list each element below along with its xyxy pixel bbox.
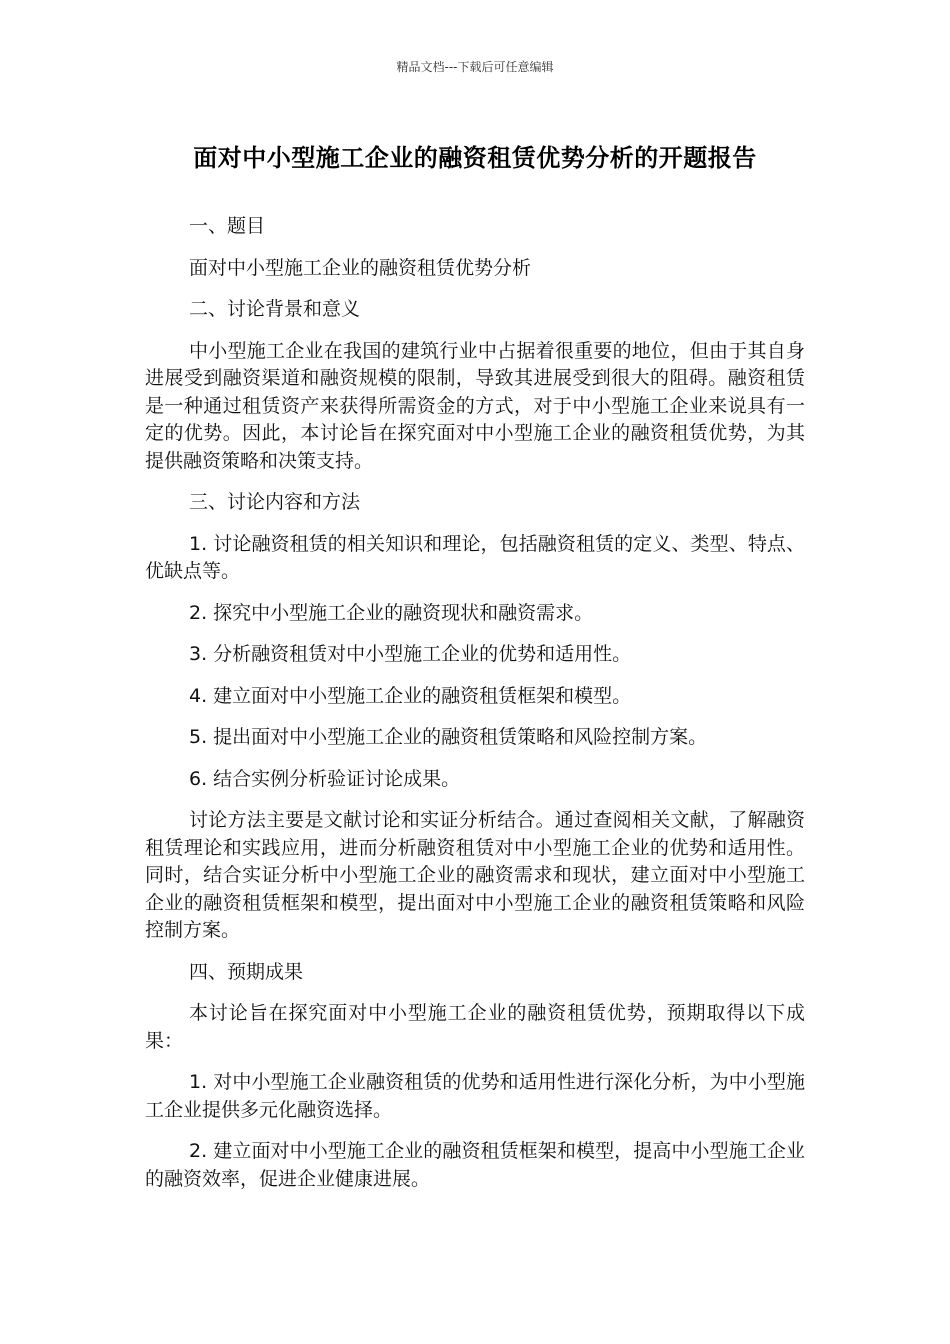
expected-result-item-1: 1. 对中小型施工企业融资租赁的优势和适用性进行深化分析，为中小型施工企业提供多元化融资选择。 bbox=[145, 1071, 805, 1121]
section-heading-expected-results: 四、预期成果 bbox=[189, 960, 304, 983]
content-item-4: 4. 建立面对中小型施工企业的融资租赁框架和模型。 bbox=[189, 684, 632, 707]
expected-result-item-2: 2. 建立面对中小型施工企业的融资租赁框架和模型，提高中小型施工企业的融资效率，促进企业健康进展。 bbox=[145, 1140, 805, 1190]
content-item-6: 6. 结合实例分析验证讨论成果。 bbox=[189, 767, 461, 790]
topic-text: 面对中小型施工企业的融资租赁优势分析 bbox=[189, 256, 532, 279]
content-item-5: 5. 提出面对中小型施工企业的融资租赁策略和风险控制方案。 bbox=[189, 726, 708, 748]
section-heading-background: 二、讨论背景和意义 bbox=[189, 298, 361, 320]
document-title: 面对中小型施工企业的融资租赁优势分析的开题报告 bbox=[193, 144, 757, 172]
method-paragraph: 讨论方法主要是文献讨论和实证分析结合。通过查阅相关文献，了解融资租赁理论和实践应用，进而分析融资租赁对中小型施工企业的优势和适用性。同时，结合实证分析中小型施工企业的融资需求和现状，建立面对中小型施工企业的融资租赁框架和模型，提出面对中小型施工企业的融资租赁策略和风险控制方案。 bbox=[145, 809, 805, 941]
content-item-1: 1. 讨论融资租赁的相关知识和理论，包括融资租赁的定义、类型、特点、优缺点等。 bbox=[145, 532, 805, 582]
content-item-2: 2. 探究中小型施工企业的融资现状和融资需求。 bbox=[189, 601, 594, 624]
content-item-3: 3. 分析融资租赁对中小型施工企业的优势和适用性。 bbox=[189, 643, 632, 665]
section-heading-content-method: 三、讨论内容和方法 bbox=[189, 491, 361, 513]
page-header: 精品文档---下载后可任意编辑 bbox=[396, 60, 554, 74]
expected-results-intro: 本讨论旨在探究面对中小型施工企业的融资租赁优势，预期取得以下成果： bbox=[145, 1002, 805, 1052]
document-body bbox=[145, 213, 805, 1207]
background-paragraph: 中小型施工企业在我国的建筑行业中占据着很重要的地位，但由于其自身进展受到融资渠道和融资规模的限制，导致其进展受到很大的阻碍。融资租赁是一种通过租赁资产来获得所需资金的方式，对于中小型施工企业来说具有一定的优势。因此，本讨论旨在探究面对中小型施工企业的融资租赁优势，为其提供融资策略和决策支持。 bbox=[145, 339, 805, 472]
section-heading-topic: 一、题目 bbox=[189, 215, 266, 237]
